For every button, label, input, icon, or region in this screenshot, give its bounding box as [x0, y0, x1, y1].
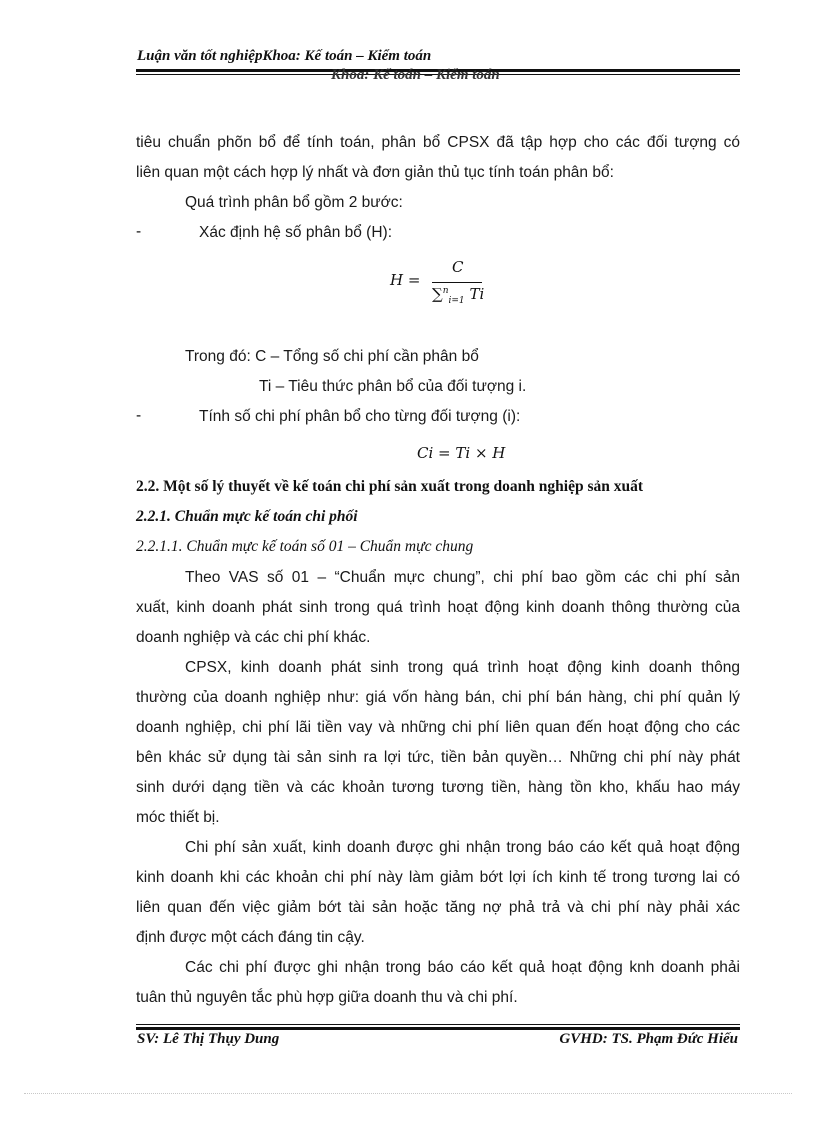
where-line-1: Trong đó: C – Tổng số chi phí cần phân bổ — [185, 348, 479, 365]
step-1-text: Xác định hệ số phân bổ (H): — [199, 224, 393, 241]
footer-rule-thick — [136, 1027, 740, 1030]
header-subtitle: Khoa: Kế toán – Kiểm toán — [331, 67, 500, 83]
text-line: doanh nghiệp, chi phí lãi tiền vay và những chi phí liên quan đến hoạt động cho các — [136, 719, 740, 736]
text-line: kinh doanh khi các khoản chi phí này làm giảm bớt lợi ích kinh tế trong tương lai có — [136, 869, 740, 886]
section-heading-2-2: 2.2. Một số lý thuyết về kế toán chi phí sản xuất trong doanh nghiệp sản xuất — [136, 478, 643, 495]
formula-h-lhs: H = — [390, 271, 421, 289]
page-edge-dots — [24, 1093, 792, 1094]
text-line: thường của doanh nghiệp như: giá vốn hàng bán, chi phí bán hàng, chi phí quản lý — [136, 689, 740, 706]
list-dash: - — [136, 223, 142, 240]
footer-advisor: GVHD: TS. Phạm Đức Hiếu — [559, 1031, 738, 1047]
text-line: tiêu chuẩn phõn bổ để tính toán, phân bổ CPSX đã tập hợp cho các đối tượng có — [136, 134, 740, 151]
formula-h-numerator: C — [452, 258, 464, 276]
text-line: sinh dưới dạng tiền và các khoản tương tương tiền, hàng tồn kho, khấu hao máy — [136, 779, 740, 796]
formula-ci: Ci = Ti × H — [417, 444, 506, 462]
text-line: liên quan một cách hợp lý nhất và đơn giản thủ tục tính toán phân bổ: — [136, 164, 614, 181]
sum-symbol: ∑ — [432, 285, 443, 303]
text-line: tuân thủ nguyên tắc phù hợp giữa doanh thu và chi phí. — [136, 989, 518, 1006]
step-2-text: Tính số chi phí phân bổ cho từng đối tượng (i): — [199, 408, 521, 425]
text-line: doanh nghiệp và các chi phí khác. — [136, 629, 371, 646]
where-line-2: Ti – Tiêu thức phân bổ của đối tượng i. — [259, 378, 527, 395]
text-line: Quá trình phân bổ gồm 2 bước: — [185, 194, 403, 211]
sum-lower: i=1 — [448, 296, 465, 306]
footer-rule-thin — [136, 1024, 740, 1025]
text-line: xuất, kinh doanh phát sinh trong quá trình hoạt động kinh doanh thông thường của — [136, 599, 740, 616]
section-heading-2-2-1: 2.2.1. Chuẩn mực kế toán chi phối — [136, 508, 358, 525]
text-line: liên quan đến việc giảm bớt tài sản hoặc tăng nợ phả trả và chi phí này phải xác — [136, 899, 740, 916]
header-title: Luận văn tốt nghiệpKhoa: Kế toán – Kiểm toán — [137, 48, 432, 64]
sum-var: Ti — [469, 285, 485, 303]
text-line: Theo VAS số 01 – “Chuẩn mực chung”, chi phí bao gồm các chi phí sản — [185, 569, 740, 586]
text-line: bên khác sử dụng tài sản sinh ra lợi tức, tiền bản quyền… Những chi phí này phát — [136, 749, 740, 766]
text-line: CPSX, kinh doanh phát sinh trong quá trình hoạt động kinh doanh thông — [185, 659, 740, 676]
text-line: Các chi phí được ghi nhận trong báo cáo kết quả hoạt động knh doanh phải — [185, 959, 740, 976]
section-heading-2-2-1-1: 2.2.1.1. Chuẩn mực kế toán số 01 – Chuẩn mực chung — [136, 538, 474, 555]
text-line: định được một cách đáng tin cậy. — [136, 929, 365, 946]
formula-h-denominator — [432, 285, 484, 306]
list-dash: - — [136, 407, 142, 424]
text-line: Chi phí sản xuất, kinh doanh được ghi nhận trong báo cáo kết quả hoạt động — [185, 839, 740, 856]
sum-upper: n — [442, 286, 449, 296]
formula-h — [390, 258, 500, 308]
text-line: móc thiết bị. — [136, 809, 220, 826]
footer-student: SV: Lê Thị Thụy Dung — [137, 1031, 280, 1047]
fraction-bar — [432, 282, 482, 283]
